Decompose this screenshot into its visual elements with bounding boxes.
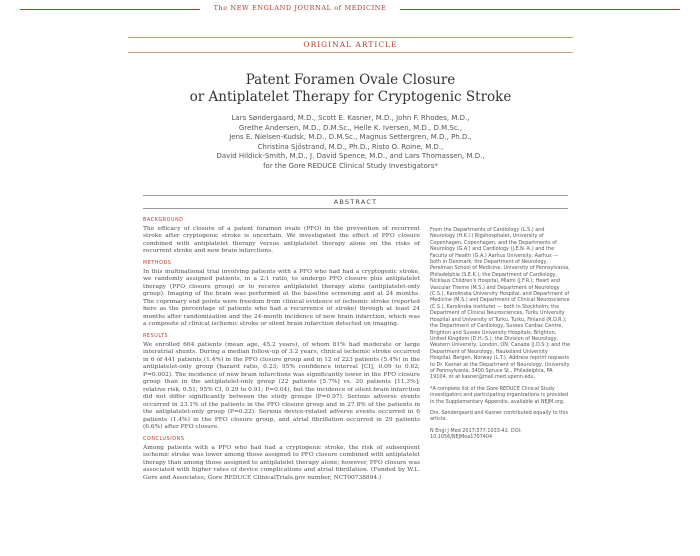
abstract-section-results xyxy=(143,333,420,432)
title-line: Patent Foramen Ovale Closure xyxy=(245,72,456,88)
author-line: for the Gore REDUCE Clinical Study Investigators* xyxy=(263,161,438,170)
affiliations-sidebar xyxy=(430,227,570,446)
section-label: BACKGROUND xyxy=(143,218,184,223)
author-line: Lars Søndergaard, M.D., Scott E. Kasner, M.D., John F. Rhodes, M.D., xyxy=(231,114,470,122)
header-rule-right xyxy=(400,9,680,10)
journal-name: The NEW ENGLAND JOURNAL of MEDICINE xyxy=(213,4,387,12)
contribution-note: Drs. Søndergaard and Kasner contributed equally to this article. xyxy=(430,409,569,423)
section-label: RESULTS xyxy=(143,334,169,339)
abstract-section-conclusions xyxy=(143,436,420,482)
citation-doi: N Engl J Med 2017;377:1033-42. DOI: 10.1056/NEJMoa1707404 xyxy=(430,427,522,441)
header-rule-left xyxy=(20,9,200,10)
affiliations-paragraph: From the Departments of Cardiology (L.S.) and Neurology (H.K.I.) Rigshospitalet, University of Copenhagen, Copenhagen, and the Departments of Neurology (G.A.) and Cardiology (J.E.N.-K.) and the Faculty of Health (G.A.) Aarhus University, Aarhus — both in Denmark; the Department of Neurology, Perelman School of Medicine, University of Pennsylvania, Philadelphia (S.E.K.); the Department of Cardiology, Nicklaus Children's Hospital, Miami (J.F.R.); Heart and Vascular Theme (M.S.) and Department of Neurology (C.S.), Karolinska University Hospital, and Department of Medicine (M.S.) and Department of Clinical Neuroscience (C.S.), Karolinska Institutet — both in Stockholm; the Department of Clinical Neurosciences, Turku University Hospital and University of Turku, Turku, Finland (R.O.R.); the Department of Cardiology, Sussex Cardiac Centre, Brighton and Sussex University Hospitals, Brighton, United Kingdom (D.H.-S.); the Division of Neurology, Western University, London, ON, Canada (J.D.S.); and the Department of Neurology, Haukeland University Hospital, Bergen, Norway (L.T.). Address reprint requests to Dr. Kasner at the Department of Neurology, University of Pennsylvania, 3400 Spruce St., Philadelphia, PA 19104, or at kasner@mail.med.upenn.edu. xyxy=(430,227,570,381)
abstract-section-background xyxy=(143,217,420,256)
author-list xyxy=(128,114,573,172)
title-line: or Antiplatelet Therapy for Cryptogenic Stroke xyxy=(189,89,512,105)
investigators-note: *A complete list of the Gore REDUCE Clinical Study investigators and participating organizations is provided in the Supplementary Appendix, available at NEJM.org. xyxy=(430,385,569,405)
author-line: Grethe Andersen, M.D., D.M.Sc., Helle K. Iversen, M.D., D.M.Sc., xyxy=(238,123,463,132)
abstract-section-methods xyxy=(143,260,420,329)
author-line: Jens E. Nielsen-Kudsk, M.D., D.M.Sc., Magnus Settergren, M.D., Ph.D., xyxy=(229,133,472,142)
section-text: Among patients with a PFO who had had a cryptogenic stroke, the risk of subsequent ischemic stroke was lower among those assigned to PFO closure combined with antiplatelet therapy than among those assigned to antiplatelet therapy alone; however, PFO closure was associated with higher rates of device complications and atrial fibrillation. (Funded by W.L. Gore and Associates; Gore REDUCE ClinicalTrials.gov number, NCT00738894.) xyxy=(143,444,420,481)
article-type-label: ORIGINAL ARTICLE xyxy=(128,37,573,53)
author-line: David Hildick-Smith, M.D., J. David Spence, M.D., and Lars Thomassen, M.D., xyxy=(216,152,485,161)
author-line: Christina Sjöstrand, M.D., Ph.D., Risto O. Roine, M.D., xyxy=(257,142,444,151)
section-text: We enrolled 664 patients (mean age, 45.2 years), of whom 81% had moderate or large interatrial shunts. During a median follow-up of 3.2 years, clinical ischemic stroke occurred in 6 of 441 patients (1.4%) in the PFO closure group and in 12 of 223 patients (5.4%) in the antiplatelet-only group (hazard ratio, 0.23; 95% confidence interval [CI], 0.09 to 0.62; P=0.002). The incidence of new brain infarctions was significantly lower in the PFO closure group than in the antiplatelet-only group (22 patients [5.7%] vs. 20 patients [11.3%]; relative risk, 0.51; 95% CI, 0.29 to 0.91; P=0.04), but the incidence of silent brain infarction did not differ significantly between the study groups (P=0.97). Serious adverse events occurred in 23.1% of the patients in the PFO closure group and in 27.8% of the patients in the antiplatelet-only group (P=0.22). Serious device-related adverse events occurred in 6 patients (1.4%) in the PFO closure group, and atrial fibrillation occurred in 29 patients (6.6%) after PFO closure. xyxy=(143,341,420,430)
article-title xyxy=(128,72,573,106)
section-label: CONCLUSIONS xyxy=(143,437,185,442)
abstract-body xyxy=(143,217,420,487)
abstract-heading: ABSTRACT xyxy=(143,195,568,209)
section-text: The efficacy of closure of a patent foramen ovale (PFO) in the prevention of recurrent stroke after cryptogenic stroke is uncertain. We investigated the effect of PFO closure combined with antiplatelet therapy versus antiplatelet therapy alone on the risks of recurrent stroke and new brain infarctions. xyxy=(143,225,420,254)
section-text: In this multinational trial involving patients with a PFO who had had a cryptogenic stroke, we randomly assigned patients, in a 2:1 ratio, to undergo PFO closure plus antiplatelet therapy (PFO closure group) or to receive antiplatelet therapy alone (antiplatelet-only group). Imaging of the brain was performed at the baseline screening and at 24 months. The coprimary end points were freedom from clinical evidence of ischemic stroke (reported here as the percentage of patients who had a recurrence of stroke) through at least 24 months after randomization and the 24-month incidence of new brain infarction, which was a composite of clinical ischemic stroke or silent brain infarction detected on imaging. xyxy=(143,268,420,327)
journal-header xyxy=(0,4,700,14)
section-label: METHODS xyxy=(143,261,172,266)
